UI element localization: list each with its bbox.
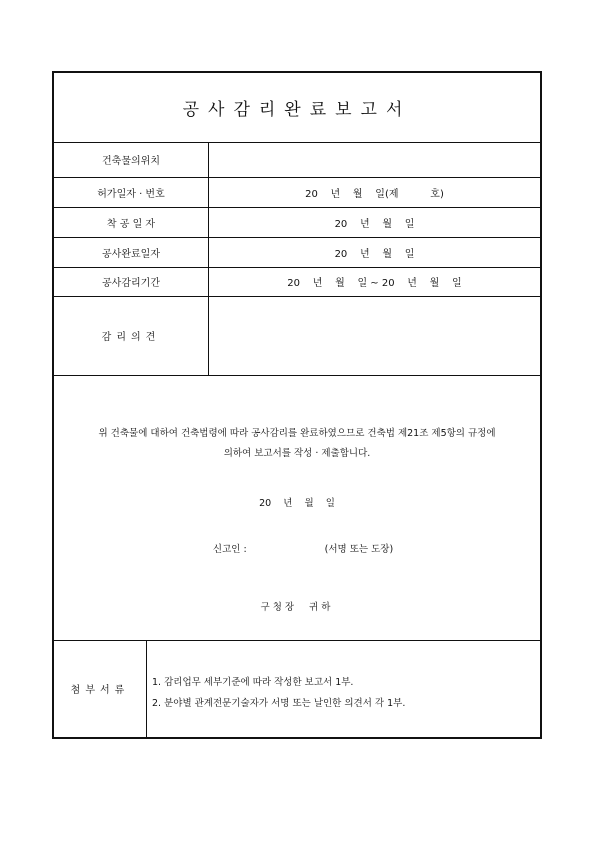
divider	[54, 375, 540, 376]
reporter-line	[54, 530, 540, 566]
supervision-period-label: 공사감리기간	[102, 278, 160, 289]
form-title: 공사감리완료보고서	[182, 100, 412, 120]
completion-date-value: 20 년 월 일	[334, 248, 415, 260]
location-value	[209, 142, 540, 177]
completion-date-label: 공사완료일자	[102, 248, 160, 260]
column-divider	[146, 640, 147, 737]
attachment-item: 1. 감리업무 세부기준에 따라 작성한 보고서 1부.	[152, 677, 354, 688]
statement-line-1: 위 건축물에 대하여 건축법령에 따라 공사감리를 완료하였으므로 건축법 제21조 제5항의 규정에	[98, 428, 496, 439]
location-label: 건축물의위치	[102, 156, 160, 167]
supervision-period-value: 20 년 월 일 ~ 20 년 월 일	[287, 278, 462, 289]
construction-start-value: 20 년 월 일	[334, 218, 415, 230]
supervision-opinion-label: 감리의견	[101, 332, 161, 343]
statement-line-2: 의하여 보고서를 작성 · 제출합니다.	[223, 448, 371, 459]
attachment-item: 2. 분야별 관계전문기술자가 서명 또는 날인한 의견서 각 1부.	[152, 698, 406, 709]
construction-start-label: 착 공 일 자	[106, 218, 156, 230]
report-date: 20 년 월 일	[259, 498, 335, 509]
permit-label: 허가일자 · 번호	[97, 188, 165, 200]
signature-note: (서명 또는 도장)	[324, 544, 394, 555]
report-form	[52, 71, 542, 739]
attachments-label: 첨부서류	[70, 685, 130, 696]
supervision-opinion-value	[209, 296, 540, 375]
addressee: 구청장 귀하	[260, 602, 334, 613]
reporter-label: 신고인 :	[212, 544, 247, 555]
permit-value: 20 년 월 일(제 호)	[305, 188, 444, 200]
